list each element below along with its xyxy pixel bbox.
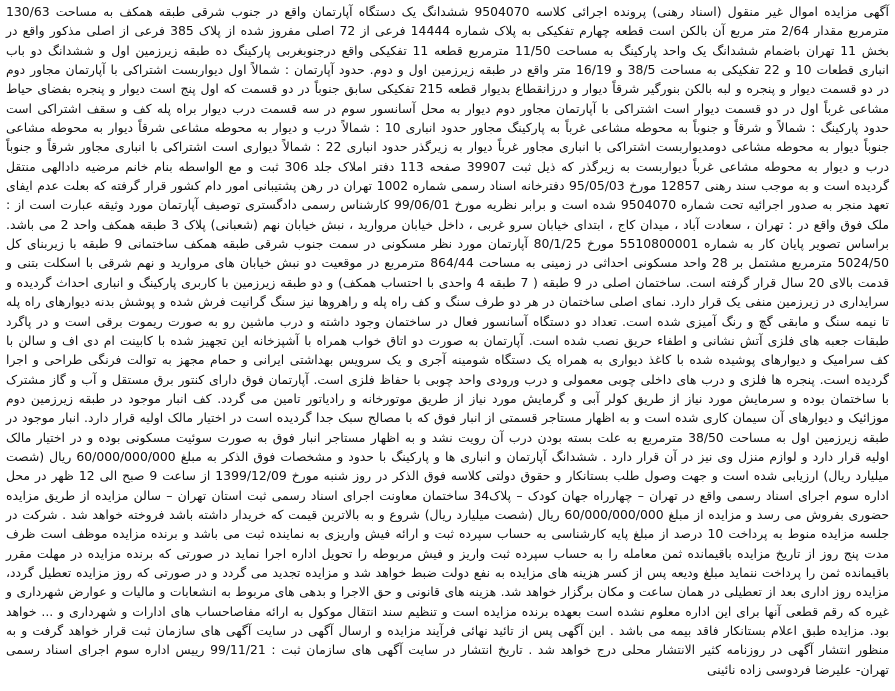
auction-notice-text: آگهی مزایده اموال غیر منقول (اسناد رهنی) پرونده اجرائی کلاسه 9504070 ششدانگ یک دستگاه آپارتمان واقع در جنوب شرقی طبقه همکف به مساحت 130/63 مترمربع مقدار 2/64 متر مربع آن بالکن است قطعه چهارم تفکیکی به پلاک شماره 14444 فرعی از 72 اصلی مفروز شده از پلاک 385 فرعی از اصلی مذکور واقع در بخش 11 تهران باضمام ششدانگ یک واحد پارکینگ به مساحت 11/50 مترمربع قطعه 11 تفکیکی واقع درجنوبغربی پارکینگ ده طبقه زیرزمین اول و ششدانگ دو باب انباری قطعات 10 و 22 تفکیکی به مساحت 38/5 و 16/19 متر واقع در طبقه زیرزمین اول و دوم. حدود آپارتمان : شمالاً اول دیواربست اشتراکی با آپارتمان مجاور دوم در دو قسمت دیوار و پنجره و لبه بالکن بنورگیر شرقاً دیوار و درزانقطاع بدیوار قطعه 215 تفکیکی سابق جنوباً در دو قسمت که اول پنج است دیوار و پنجره بفضای حیاط مشاعی غرباً اول در دو قسمت دیوار است اشتراکی با آپارتمان مجاور دوم دیوار به محل آسانسور سوم در سه قسمت درب دیوار براه پله کف و سقف اشتراکی است حدود پارکینگ : شمالاً و شرقاً و جنوباً به محوطه مشاعی غرباً به پارکینگ مجاور حدود انباری 10 : شمالاً درب و دیوار به محوطه مشاعی شرقاً دیوار به محوطه مشاعی جنوباً دیوار به محوطه مشاعی دومدیواربست اشتراکی با انباری مجاور غرباً دیوار به زیرگذر حدود انباری 22 : شمالاً دیواری است اشتراکی با انباری مجاور شرقاً و جنوباً درب و دیوار به محوطه مشاعی غرباً دیواربست به زیرگذر که ذیل ثبت 39907 صفحه 113 دفتر املاک جلد 306 ثبت و مع الواسطه بنام خانم مرضیه دادالهی منتقل گردیده است و به موجب سند رهنی 12857 مورخ 95/05/03 دفترخانه اسناد رسمی شماره 1002 تهران در رهن پشتیبانی امور دام کشور قرار گرفته که بعلت عدم ایفای تعهد منجر به صدور اجرائیه تحت شماره 9504070 شده است و برابر نظریه مورخ 99/06/01 کارشناس رسمی دادگستری توصیف آپارتمان مورد وثیقه عبارت است از : ملک فوق واقع در : تهران ، سعادت آباد ، میدان کاج ، ابتدای خیابان سرو غربی ، داخل خیابان مروارید ، نبش خیابان نهم (شعبانی) پلاک 3 طبقه همکف واحد 2 می باشد. براساس تصویر پایان کار به شماره 5510800001 مورخ 80/1/25 آپارتمان مورد نظر مسکونی در سمت جنوب شرقی طبقه همکف ساختمانی 9 طبقه با زیربنای کل 5024/50 مترمربع مشتمل بر 28 واحد مسکونی احداثی در زمینی به مساحت 864/44 مترمربع در موقعیت دو نبش خیابان های مروارید و نهم شرقی با اسکلت بتنی و قدمت بالای 20 سال قرار گرفته است. ساختمان اصلی در 9 طبقه ( 7 طبقه 4 واحدی با احتساب همکف) و دو طبقه زیرزمین با کاربری پارکینگ و انباری احداث گردیده و سرایداری در زیرزمین منفی یک قرار دارد. نمای اصلی ساختمان در هر دو طرف سنگ و کف راه پله و راهروها نیز سنگ گرانیت فرش شده و پوشش بدنه دیوارهای راه پله تا نیمه سنگ و مابقی گچ و رنگ آمیزی شده است. تعداد دو دستگاه آسانسور فعال در ساختمان وجود داشته و درب ماشین رو به صورت ریموت برقی است و در پاگرد طبقات جعبه های فلزی آتش نشانی و اطفاء حریق نصب شده است. آپارتمان به صورت دو اتاق خواب همراه با آشپزخانه این تجهیز شده با کابینت ام دی اف و سالن با کف سرامیک و دیوارهای پوشیده شده با کاغذ دیواری به همراه یک دستگاه شومینه آجری و یک سرویس بهداشتی ایرانی و حمام مجهز به توالت فرنگی طراحی و اجرا گردیده است. پنجره ها فلزی و درب های داخلی چوبی معمولی و درب ورودی واحد چوبی با حفاظ فلزی است. آپارتمان فوق دارای کنتور برق مستقل و آب و گاز مشترک با ساختمان بوده و سرمایش مورد نیاز از طریق کولر آبی و گرمایش مورد نیاز از طریق موتورخانه و رادیاتور تامین می گردد. کف انبار موجود در طبقه زیرزمین دوم موزائیک و دیوارهای آن سیمان کاری شده است و به اظهار مستاجر قسمتی از انبار فوق که با مصالح سبک جدا گردیده است در اختیار مالک اولیه قرار دارد. انبار موجود در طبقه زیرزمین اول به مساحت 38/50 مترمربع به علت بسته بودن درب آن رویت نشد و به اظهار مستاجر انبار فوق به صورت سوئیت مسکونی بوده و در اختیار مالک اولیه قرار دارد و لوازم منزل وی نیز در آن قرار دارد . ششدانگ آپارتمان و انباری ها و پارکینگ با حدود و مشخصات فوق الذکر به مبلغ 60/000/000/000 ریال (شصت میلیارد ریال) ارزیابی شده است و جهت وصول طلب بستانکار و حقوق دولتی کلاسه فوق الذکر در روز شنبه مورخ 1399/12/09 از ساعت 9 صبح الی 12 ظهر در محل اداره سوم اجرای اسناد رسمی واقع در تهران – چهارراه جهان کودک – پلاک34 ساختمان معاونت اجرای اسناد رسمی ثبت استان تهران – سالن مزایده از طریق مزایده حضوری بفروش می رسد و مزایده از مبلغ 60/000/000/000 ریال (شصت میلیارد ریال) شروع و به بالاترین قیمت که خریدار داشته باشد فروخته خواهد شد . شرکت در جلسه مزایده منوط به پرداخت 10 درصد از مبلغ پایه کارشناسی به حساب سپرده ثبت و ارائه فیش واریزی به نماینده ثبت می باشد و برنده مزایده موظف است ظرف مدت پنج روز از تاریخ مزایده باقیمانده ثمن معامله را به حساب سپرده ثبت واریز و فیش مربوطه را تحویل اداره اجرا نماید در صورتی که برنده مزایده در مهلت مقرر باقیمانده ثمن را پرداخت ننماید مبلغ ودیعه پس از کسر هزینه های مزایده به نفع دولت ضبط خواهد شد و مزایده تجدید می گردد و در صورتی که روز مزایده تعطیل گردد، مزایده روز اداری بعد از تعطیلی در همان ساعت و مکان برگزار خواهد شد. هزینه های قانونی و حق الاجرا و بدهی های مربوط به انشعابات و مالیات و عوارض شهرداری و غیره که رقم قطعی آنها برای این اداره معلوم نشده است بعهده برنده مزایده است و تنظیم سند انتقال موکول به ارائه مفاصاحساب های ادارات و شهرداری و ... خواهد بود. مزایده طبق اعلام بستانکار فاقد بیمه می باشد . این آگهی پس از تائید نهائی فرآیند مزایده و ارسال آگهی در سایت آگهی های سازمان ثبت قرار خواهد گرفت و به منظور انتشار آگهی در روزنامه کثیر الانتشار محلی درج خواهد شد . تاریخ انتشار در سایت آگهی های سازمان ثبت : 99/11/21 رییس اداره سوم اجرای اسناد رسمی تهران- علیرضا فردوسی زاده نائینی [6, 4, 890, 677]
